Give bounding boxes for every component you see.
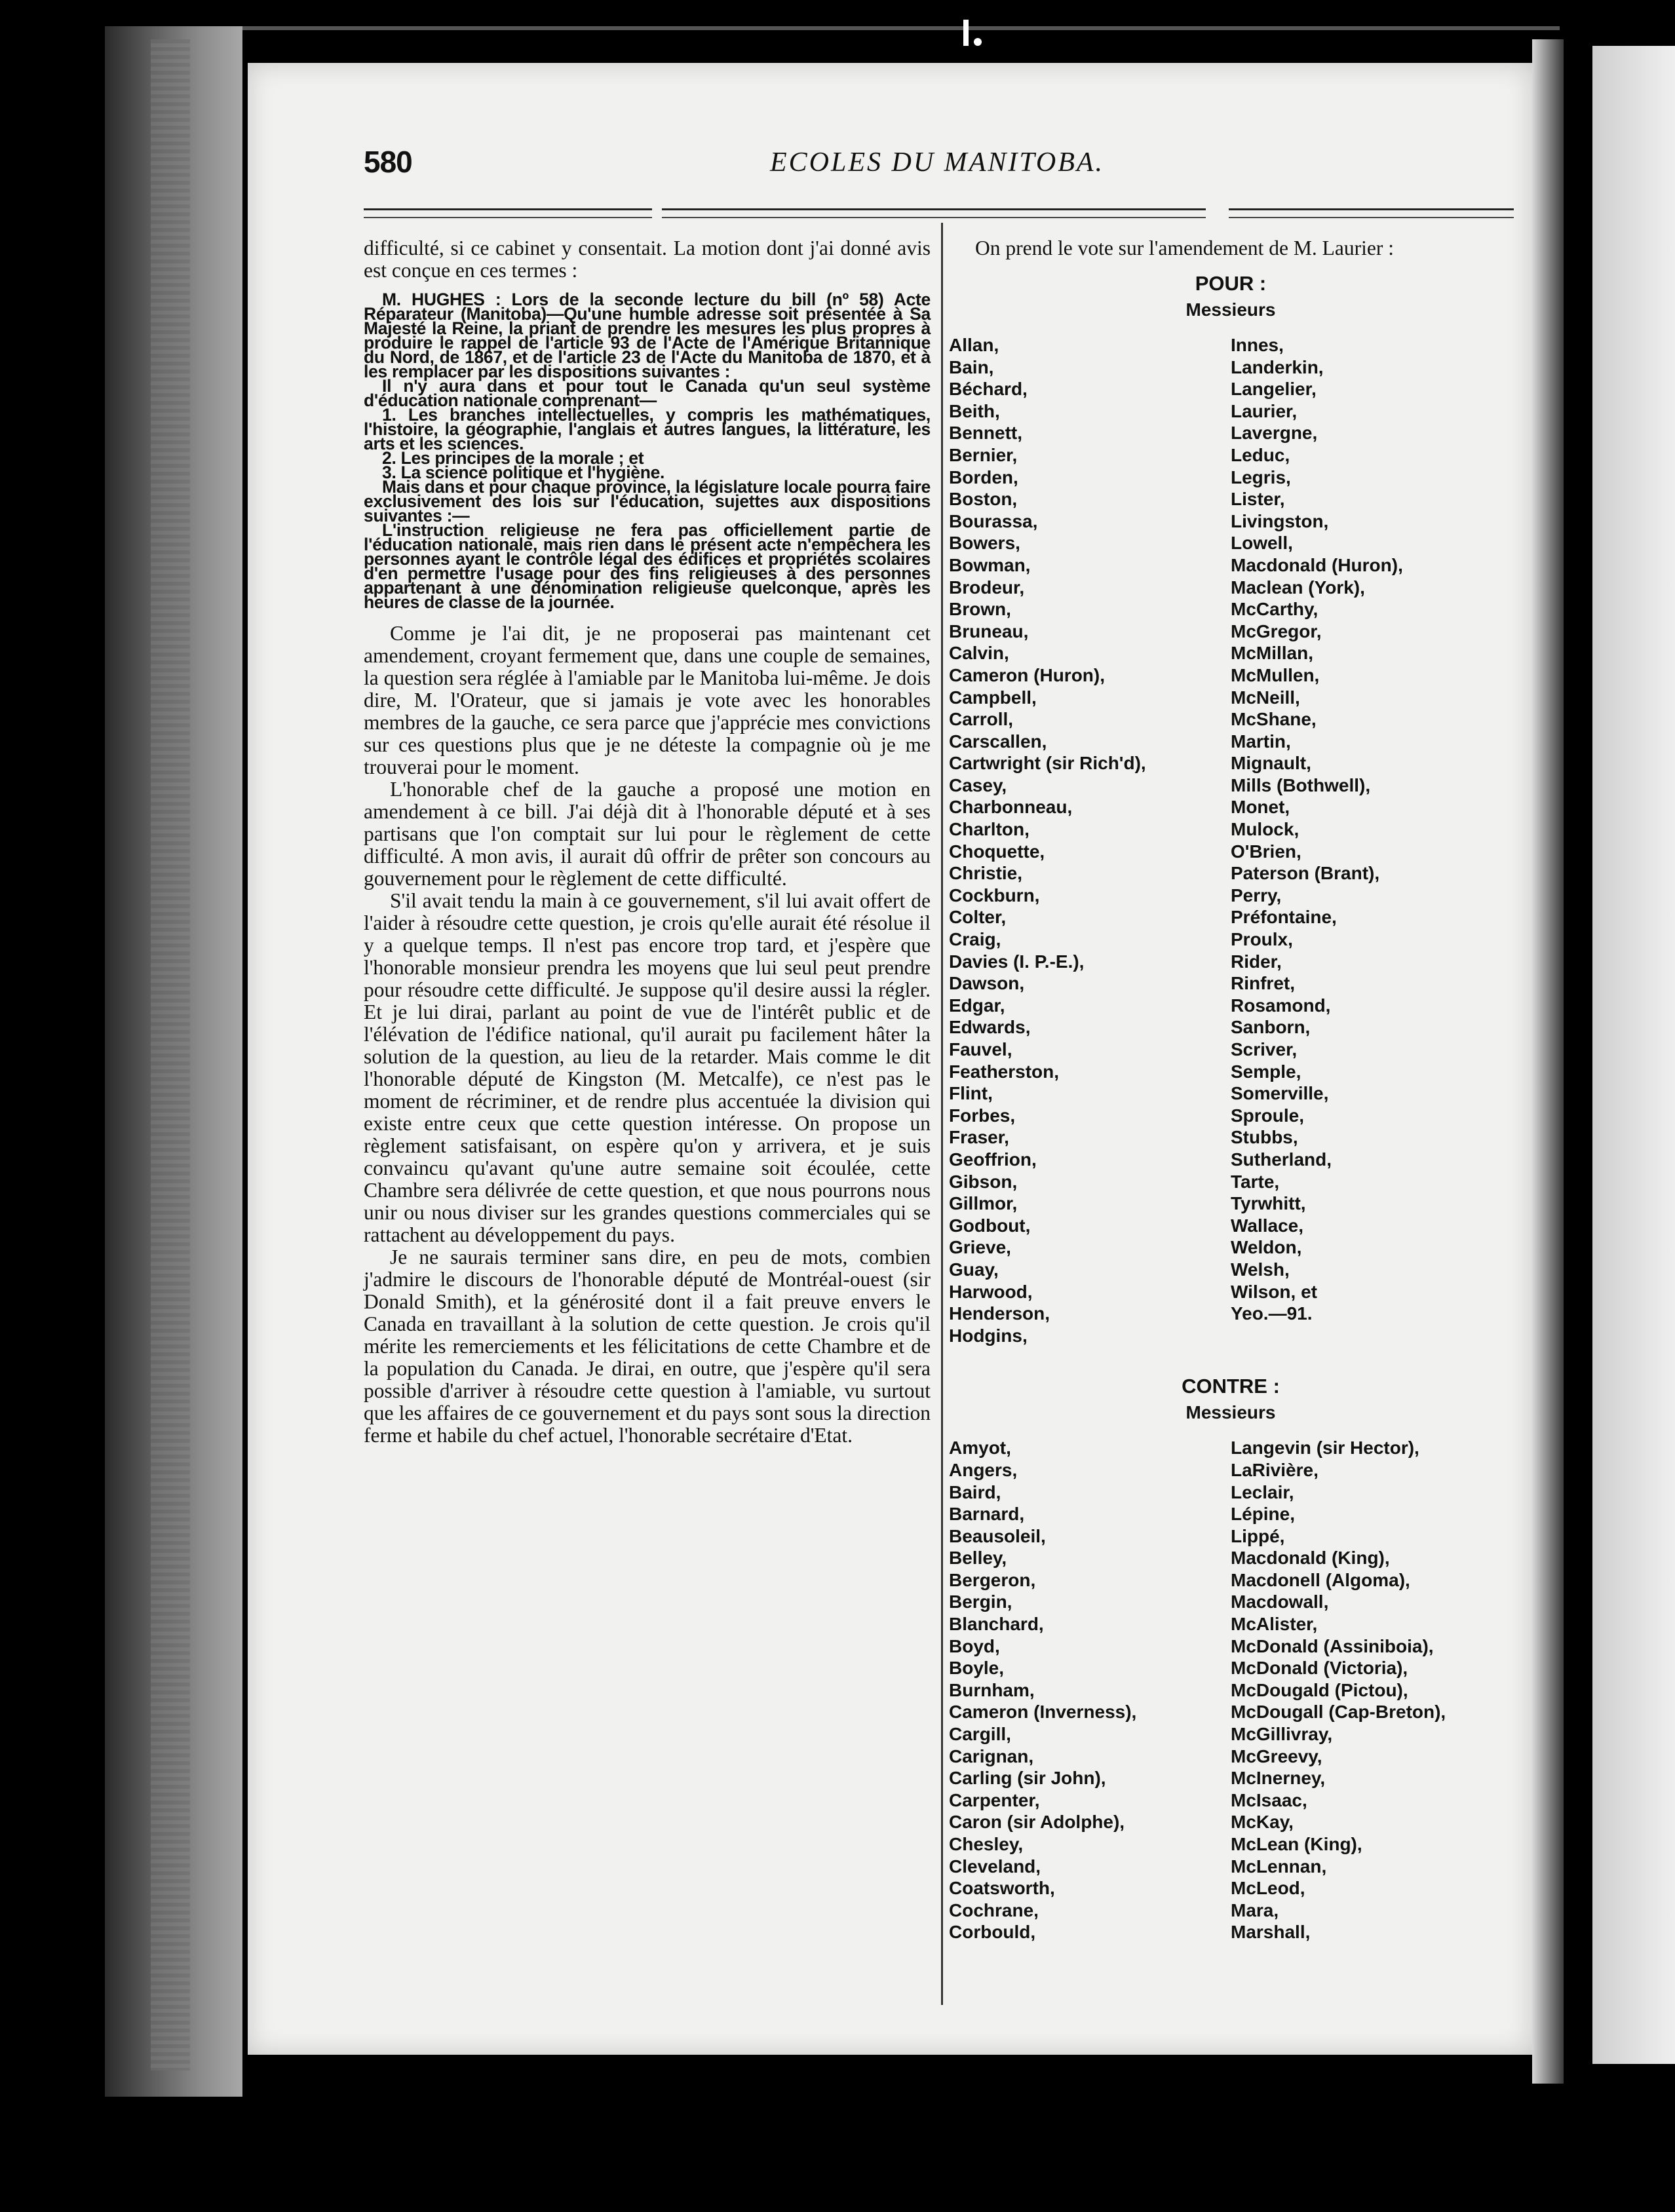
- member-name: Langevin (sir Hector),: [1231, 1438, 1419, 1459]
- member-name: McDonald (Assiniboia),: [1231, 1635, 1434, 1656]
- member-name: Burnham,: [949, 1679, 1035, 1700]
- contre-names: [949, 1437, 1512, 1943]
- page-edge-shadow: [1532, 39, 1564, 2084]
- member-name: Calvin,: [949, 643, 1009, 664]
- member-name: Beausoleil,: [949, 1525, 1046, 1546]
- member-name: Baird,: [949, 1481, 1001, 1502]
- member-name: Fauvel,: [949, 1039, 1012, 1059]
- member-name: McDougall (Cap-Breton),: [1231, 1702, 1446, 1723]
- member-name: Geoffrion,: [949, 1149, 1037, 1170]
- member-name: Carpenter,: [949, 1789, 1040, 1810]
- member-name: Sanborn,: [1231, 1017, 1311, 1038]
- member-name: Mignault,: [1231, 753, 1311, 774]
- member-name: McMullen,: [1231, 664, 1320, 685]
- member-name: Bruneau,: [949, 620, 1029, 641]
- member-name: Cochrane,: [949, 1899, 1039, 1920]
- member-name: Mulock,: [1231, 819, 1300, 840]
- adjacent-page-edge: [1592, 46, 1675, 2064]
- member-name: Christie,: [949, 863, 1023, 884]
- member-name: Bourassa,: [949, 510, 1038, 531]
- member-name: Dawson,: [949, 973, 1025, 994]
- quote-paragraph: 2. Les principes de la morale ; et: [382, 448, 644, 468]
- paragraph: L'honorable chef de la gauche a proposé une motion en amendement à ce bill. J'ai déjà dit à l'honorable député et à ses partisans que l'on comptait sur lui pour le règlement de cette difficulté. A mon avis, il aurait dû offrir de prêter son concours au gouvernement pour le règlement de cette difficulté.: [364, 778, 931, 890]
- page-header: [364, 144, 1504, 190]
- member-name: Hodgins,: [949, 1325, 1028, 1346]
- member-name: Gillmor,: [949, 1193, 1018, 1214]
- member-name: McShane,: [1231, 709, 1317, 730]
- member-name: Coatsworth,: [949, 1878, 1055, 1899]
- member-name: Cartwright (sir Rich'd),: [949, 753, 1146, 774]
- member-name: Amyot,: [949, 1438, 1011, 1459]
- quote-paragraph: M. HUGHES : Lors de la seconde lecture du bill (nº 58) Acte Réparateur (Manitoba)—Qu'une humble adresse soit présentée à Sa Majesté la Reine, la priant de prendre les mesures les plus propres à produire le rappel de l'article 93 de l'Acte de l'Amérique Britannique du Nord, de 1867, et de l'article 23 de l'Acte du Manitoba de 1870, et à les remplacer par les dispositions suivantes :: [364, 290, 931, 381]
- column-divider: [941, 223, 943, 2005]
- member-name: Cleveland,: [949, 1856, 1041, 1877]
- member-name: Brodeur,: [949, 577, 1025, 598]
- member-name: Caron (sir Adolphe),: [949, 1812, 1125, 1833]
- right-column: [949, 237, 1512, 1943]
- member-name: McNeill,: [1231, 687, 1300, 708]
- contre-subheading: Messieurs: [1185, 1402, 1276, 1423]
- quote-paragraph: Mais dans et pour chaque province, la législature locale pourra faire exclusivement des lois sur l'éducation, sujettes aux dispositions suivantes :—: [364, 477, 931, 525]
- member-name: Cargill,: [949, 1724, 1011, 1745]
- member-name: Corbould,: [949, 1922, 1036, 1943]
- member-name: Campbell,: [949, 687, 1037, 708]
- member-name: Rinfret,: [1231, 973, 1295, 994]
- member-name: Brown,: [949, 599, 1011, 620]
- contre-names-col2: [1231, 1437, 1512, 1943]
- paragraph: S'il avait tendu la main à ce gouvernement, s'il lui avait offert de l'aider à résoudre cette question, je crois qu'elle aurait été résolue il y a quelque temps. Il n'est pas encore trop tard, et j'espère que l'honorable monsieur prendra les moyens que lui seul peut prendre pour résoudre cette difficulté. Je suppose qu'il desire aussi la régler. Et je lui dirai, parlant au point de vue de l'intérêt public et de l'élévation de l'édifice national, qu'il aurait pu facilement hâter la solution de la question, au lieu de la retarder. Mais comme le dit l'honorable député de Kingston (M. Metcalfe), ce n'est pas le moment de récriminer, et de rendre plus accentuée la division qui existe entre ceux que cette question intéresse. On propose un règlement satisfaisant, on espère qu'on y arrivera, et je suis convaincu qu'avant qu'une autre semaine soit écoulée, cette Chambre sera délivrée de cette question, et que nous pourrons nous unir ou nous diviser sur les grandes questions commerciales qui se rattachent au développement du pays.: [364, 889, 931, 1246]
- paragraph: Comme je l'ai dit, je ne proposerai pas maintenant cet amendement, croyant fermement que, dans une couple de semaines, la question sera réglée à l'amiable par le Manitoba lui-même. Je dois dire, M. l'Orateur, que si jamais je vote avec les honorables membres de la gauche, ce sera parce que j'apprécie mes convictions sur ces questions plus que je ne déteste la compagnie où je me trouverai pour le moment.: [364, 622, 931, 778]
- pour-names-col1: [949, 334, 1231, 1346]
- member-name: Henderson,: [949, 1303, 1050, 1324]
- member-name: McLennan,: [1231, 1856, 1327, 1877]
- quote-paragraph: Il n'y aura dans et pour tout le Canada qu'un seul système d'éducation nationale comprenant—: [364, 376, 931, 410]
- member-name: Borden,: [949, 467, 1018, 487]
- member-name: McAlister,: [1231, 1614, 1318, 1635]
- member-name: Featherston,: [949, 1061, 1060, 1082]
- member-name: Stubbs,: [1231, 1127, 1298, 1148]
- member-name: McGillivray,: [1231, 1724, 1333, 1745]
- header-rule-middle: [662, 208, 1206, 218]
- member-name: Sutherland,: [1231, 1149, 1332, 1170]
- member-name: McGreevy,: [1231, 1745, 1322, 1766]
- member-name: Charbonneau,: [949, 797, 1073, 818]
- member-name: Edgar,: [949, 995, 1005, 1016]
- member-name: Tyrwhitt,: [1231, 1193, 1306, 1214]
- member-name: Carignan,: [949, 1745, 1034, 1766]
- member-name: Semple,: [1231, 1061, 1301, 1082]
- member-name: Préfontaine,: [1231, 907, 1337, 928]
- member-name: Macdonald (King),: [1231, 1548, 1390, 1569]
- member-name: Sproule,: [1231, 1105, 1305, 1126]
- member-name: Perry,: [1231, 885, 1282, 906]
- member-name: Béchard,: [949, 379, 1028, 400]
- member-name: McDougald (Pictou),: [1231, 1679, 1408, 1700]
- quote-paragraph: L'instruction religieuse ne fera pas officiellement partie de l'éducation nationale, mais rien dans le présent acte n'empêchera les personnes ayant le contrôle légal des édifices et propriétés scolaires d'en permettre l'usage pour des fins religieuses à des personnes appartenant à une dénomination religieuse quelconque, après les heures de classe de la journée.: [364, 520, 931, 612]
- member-name: Carscallen,: [949, 731, 1047, 752]
- pour-names: [949, 334, 1512, 1346]
- member-name: Wallace,: [1231, 1215, 1304, 1236]
- contre-heading: CONTRE :: [1182, 1375, 1280, 1398]
- member-name: Macdonald (Huron),: [1231, 554, 1403, 575]
- member-name: Fraser,: [949, 1127, 1009, 1148]
- pour-heading: POUR :: [1195, 272, 1267, 295]
- member-name: Charlton,: [949, 819, 1030, 840]
- member-name: Harwood,: [949, 1281, 1033, 1302]
- member-name: McLean (King),: [1231, 1834, 1362, 1854]
- member-name: Davies (I. P.-E.),: [949, 951, 1085, 972]
- member-name: Choquette,: [949, 841, 1045, 862]
- member-name: Marshall,: [1231, 1922, 1311, 1943]
- member-name: Guay,: [949, 1259, 999, 1280]
- member-name: Maclean (York),: [1231, 577, 1365, 598]
- binding-texture: [151, 39, 190, 2070]
- member-name: Langelier,: [1231, 379, 1317, 400]
- paragraph: Je ne saurais terminer sans dire, en peu de mots, combien j'admire le discours de l'honorable député de Montréal-ouest (sir Donald Smith), et la générosité dont il a fait preuve envers le Canada en travaillant à la solution de cette question. Je crois qu'il mérite les remerciements et les félicitations de cette Chambre et de la population du Canada. Je dirai, en outre, que j'espère qu'il sera possible d'arriver à résoudre cette question à l'amiable, vu surtout que les affaires de ce gouvernement et du pays sont sous la direction ferme et habile du chef actuel, l'honorable secrétaire d'Etat.: [364, 1246, 931, 1447]
- member-name: Rider,: [1231, 951, 1282, 972]
- member-name: McCarthy,: [1231, 599, 1319, 620]
- member-name: Bernier,: [949, 444, 1018, 465]
- member-name: Bain,: [949, 356, 994, 377]
- running-head: ECOLES DU MANITOBA.: [770, 147, 1105, 178]
- member-name: Cameron (Inverness),: [949, 1702, 1137, 1723]
- member-name: Bowers,: [949, 533, 1020, 554]
- member-name: Mills (Bothwell),: [1231, 774, 1371, 795]
- quoted-motion: [364, 290, 931, 612]
- member-name: Carroll,: [949, 709, 1014, 730]
- left-column: [364, 237, 931, 1447]
- member-name: Proulx,: [1231, 929, 1293, 950]
- member-name: Edwards,: [949, 1017, 1031, 1038]
- member-name: Scriver,: [1231, 1039, 1298, 1059]
- member-name: Martin,: [1231, 731, 1291, 752]
- member-name: McGregor,: [1231, 620, 1322, 641]
- header-rule-right: [1229, 208, 1514, 218]
- member-name: Grieve,: [949, 1237, 1011, 1258]
- scan-artifact-mark: [963, 20, 969, 46]
- pour-names-col2: [1231, 334, 1512, 1346]
- member-name: Legris,: [1231, 467, 1291, 487]
- member-name: Macdonell (Algoma),: [1231, 1569, 1410, 1590]
- member-name: McDonald (Victoria),: [1231, 1658, 1408, 1679]
- member-name: Casey,: [949, 774, 1007, 795]
- member-name: Flint,: [949, 1083, 993, 1104]
- member-name: Innes,: [1231, 335, 1284, 355]
- member-name: Carling (sir John),: [949, 1768, 1106, 1789]
- member-name: Gibson,: [949, 1171, 1018, 1192]
- member-name: Leduc,: [1231, 444, 1290, 465]
- member-name: Lavergne,: [1231, 423, 1318, 444]
- member-name: McKay,: [1231, 1812, 1294, 1833]
- member-name: Bergin,: [949, 1592, 1012, 1612]
- member-name: Angers,: [949, 1459, 1018, 1480]
- member-name: Macdowall,: [1231, 1592, 1329, 1612]
- member-name: Bergeron,: [949, 1569, 1036, 1590]
- member-name: Paterson (Brant),: [1231, 863, 1380, 884]
- vote-intro: On prend le vote sur l'amendement de M. Laurier :: [975, 237, 1394, 259]
- member-name: Allan,: [949, 335, 999, 355]
- member-name: McInerney,: [1231, 1768, 1326, 1789]
- scan-top-edge: [118, 26, 1560, 30]
- contre-names-col1: [949, 1437, 1231, 1943]
- quote-paragraph: 1. Les branches intellectuelles, y compris les mathématiques, l'histoire, la géographie, l'anglais et autres langues, la littérature, les arts et les sciences.: [364, 405, 931, 453]
- member-name: Colter,: [949, 907, 1007, 928]
- member-name: Weldon,: [1231, 1237, 1302, 1258]
- member-name: Craig,: [949, 929, 1001, 950]
- member-name: McMillan,: [1231, 643, 1314, 664]
- member-name: Boston,: [949, 489, 1018, 510]
- member-name: Yeo.—91.: [1231, 1303, 1313, 1324]
- member-name: Livingston,: [1231, 510, 1329, 531]
- member-name: Lépine,: [1231, 1504, 1296, 1525]
- member-name: Lister,: [1231, 489, 1285, 510]
- member-name: Monet,: [1231, 797, 1290, 818]
- member-name: Barnard,: [949, 1504, 1025, 1525]
- member-name: McIsaac,: [1231, 1789, 1307, 1810]
- member-name: Godbout,: [949, 1215, 1031, 1236]
- member-name: Bowman,: [949, 554, 1031, 575]
- paragraph: difficulté, si ce cabinet y consentait. La motion dont j'ai donné avis est conçue en ces termes :: [364, 237, 931, 282]
- member-name: Beith,: [949, 400, 1000, 421]
- member-name: LaRivière,: [1231, 1459, 1319, 1480]
- member-name: Leclair,: [1231, 1481, 1294, 1502]
- member-name: Laurier,: [1231, 400, 1298, 421]
- member-name: Cockburn,: [949, 885, 1040, 906]
- member-name: O'Brien,: [1231, 841, 1301, 862]
- member-name: Boyd,: [949, 1635, 1000, 1656]
- member-name: Blanchard,: [949, 1614, 1044, 1635]
- member-name: Cameron (Huron),: [949, 664, 1105, 685]
- member-name: Belley,: [949, 1548, 1007, 1569]
- member-name: Forbes,: [949, 1105, 1016, 1126]
- member-name: Lowell,: [1231, 533, 1293, 554]
- member-name: Rosamond,: [1231, 995, 1331, 1016]
- member-name: Bennett,: [949, 423, 1022, 444]
- header-rule-left: [364, 208, 652, 218]
- quote-paragraph: 3. La science politique et l'hygiène.: [382, 463, 665, 482]
- page-number: 580: [364, 145, 412, 179]
- member-name: Tarte,: [1231, 1171, 1280, 1192]
- member-name: Somerville,: [1231, 1083, 1329, 1104]
- member-name: Welsh,: [1231, 1259, 1290, 1280]
- member-name: McLeod,: [1231, 1878, 1305, 1899]
- member-name: Boyle,: [949, 1658, 1005, 1679]
- member-name: Chesley,: [949, 1834, 1024, 1854]
- scan-artifact-dot: [974, 38, 982, 46]
- member-name: Wilson, et: [1231, 1281, 1317, 1302]
- member-name: Mara,: [1231, 1899, 1279, 1920]
- pour-subheading: Messieurs: [1185, 299, 1276, 320]
- member-name: Lippé,: [1231, 1525, 1285, 1546]
- member-name: Landerkin,: [1231, 356, 1324, 377]
